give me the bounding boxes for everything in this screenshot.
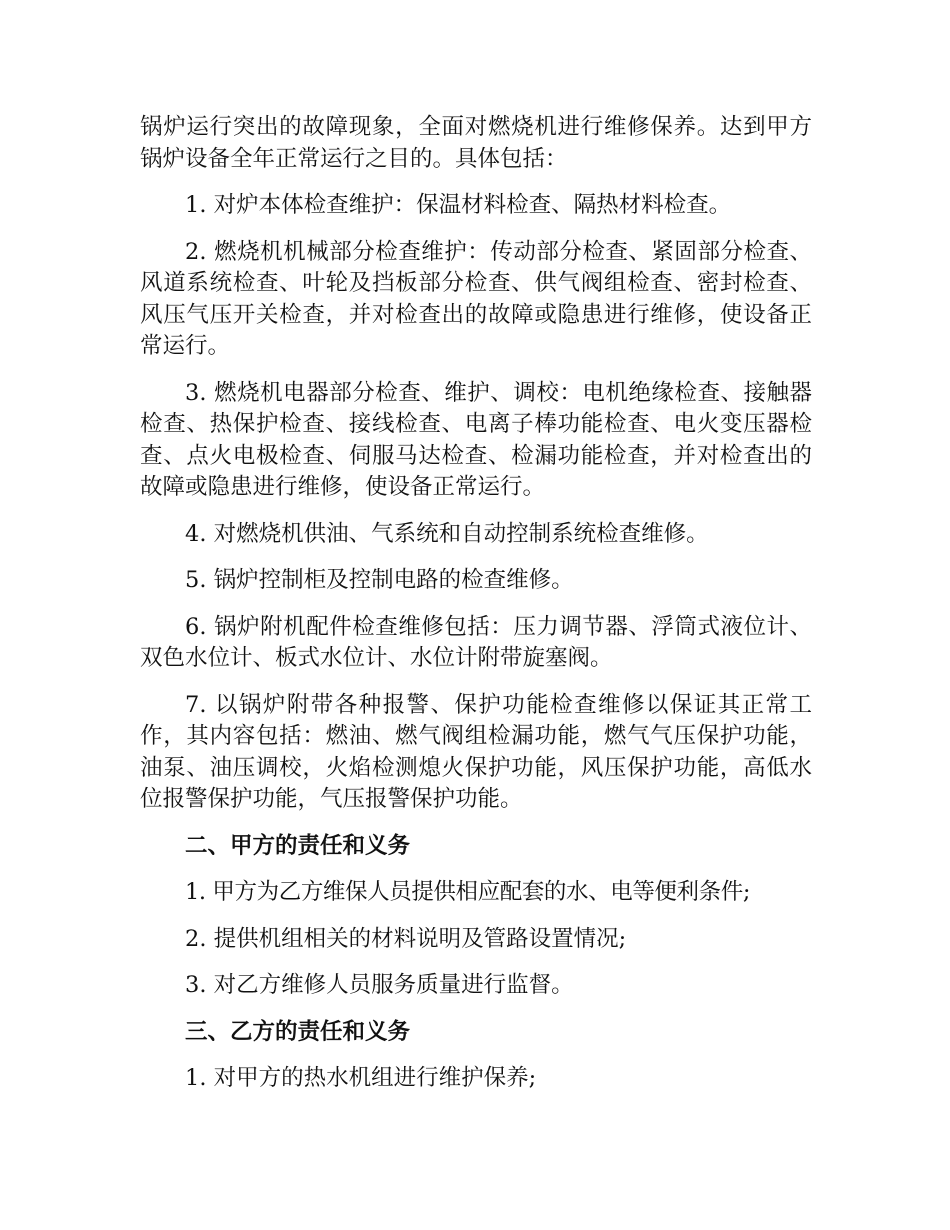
paragraph-intro: 锅炉运行突出的故障现象，全面对燃烧机进行维修保养。达到甲方锅炉设备全年正常运行之目的。具体包括： (140, 114, 812, 172)
party-b-item-1: 1. 对甲方的热水机组进行维护保养; (185, 1065, 537, 1091)
paragraph-item-2: 2. 燃烧机机械部分检查维护：传动部分检查、紧固部分检查、风道系统检查、叶轮及挡板部分检查、供气阀组检查、密封检查、风压气压开关检查，并对检查出的故障或隐患进行维修，使设备正常运行。 (140, 238, 812, 359)
paragraph-item-6: 6. 锅炉附机配件检查维修包括：压力调节器、浮筒式液位计、双色水位计、板式水位计、水位计附带旋塞阀。 (140, 613, 812, 671)
paragraph-item-5: 5. 锅炉控制柜及控制电路的检查维修。 (185, 567, 574, 593)
party-a-item-3: 3. 对乙方维修人员服务质量进行监督。 (185, 972, 574, 998)
party-a-item-2: 2. 提供机组相关的材料说明及管路设置情况; (185, 925, 627, 952)
section-heading-party-a: 二、甲方的责任和义务 (185, 832, 411, 859)
document-body (140, 112, 812, 1110)
paragraph-item-4: 4. 对燃烧机供油、气系统和自动控制系统检查维修。 (185, 520, 709, 547)
paragraph-item-1: 1. 对炉本体检查维护：保温材料检查、隔热材料检查。 (185, 192, 732, 218)
party-a-item-1: 1. 甲方为乙方维保人员提供相应配套的水、电等便利条件; (185, 879, 751, 905)
paragraph-item-3: 3. 燃烧机电器部分检查、维护、调校：电机绝缘检查、接触器检查、热保护检查、接线检查、电离子棒功能检查、电火变压器检查、点火电极检查、伺服马达检查、检漏功能检查，并对检查出的故障或隐患进行维修，使设备正常运行。 (140, 379, 812, 500)
paragraph-item-7: 7. 以锅炉附带各种报警、保护功能检查维修以保证其正常工作，其内容包括：燃油、燃气阀组检漏功能，燃气气压保护功能，油泵、油压调校，火焰检测熄火保护功能，风压保护功能，高低水位报警保护功能，气压报警保护功能。 (140, 691, 812, 812)
section-heading-party-b: 三、乙方的责任和义务 (185, 1018, 411, 1045)
